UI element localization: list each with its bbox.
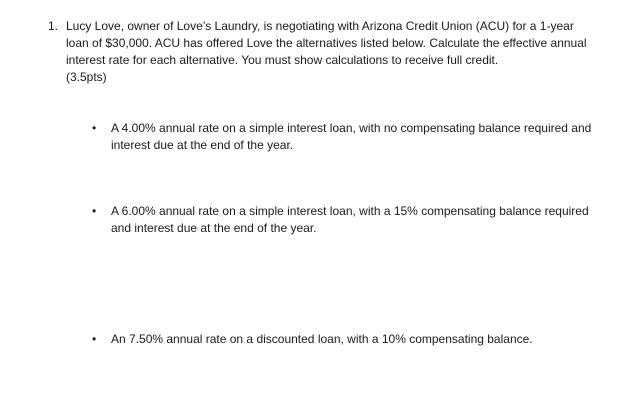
question-points: (3.5pts) [66, 70, 107, 84]
bullet-marker: • [92, 332, 97, 346]
alternative-2-text: A 6.00% annual rate on a simple interest loan, with a 15% compensating balance required and interest due at the end of the year. [111, 204, 589, 235]
question-text-block [66, 18, 596, 86]
bullet-marker: • [92, 121, 97, 135]
alternative-1-text: A 4.00% annual rate on a simple interest loan, with no compensating balance required and interest due at the end of the year. [111, 121, 592, 152]
question-number: 1. [48, 19, 59, 33]
bullet-marker: • [92, 204, 97, 218]
alternative-3-text: An 7.50% annual rate on a discounted loan, with a 10% compensating balance. [111, 332, 533, 346]
question-text: Lucy Love, owner of Love’s Laundry, is negotiating with Arizona Credit Union (ACU) for a 1-year loan of $30,000. ACU has offered Love the alternatives listed below. Calculate the effective annual interest rate for each alternative. You must show calculations to receive full credit. [66, 19, 587, 67]
